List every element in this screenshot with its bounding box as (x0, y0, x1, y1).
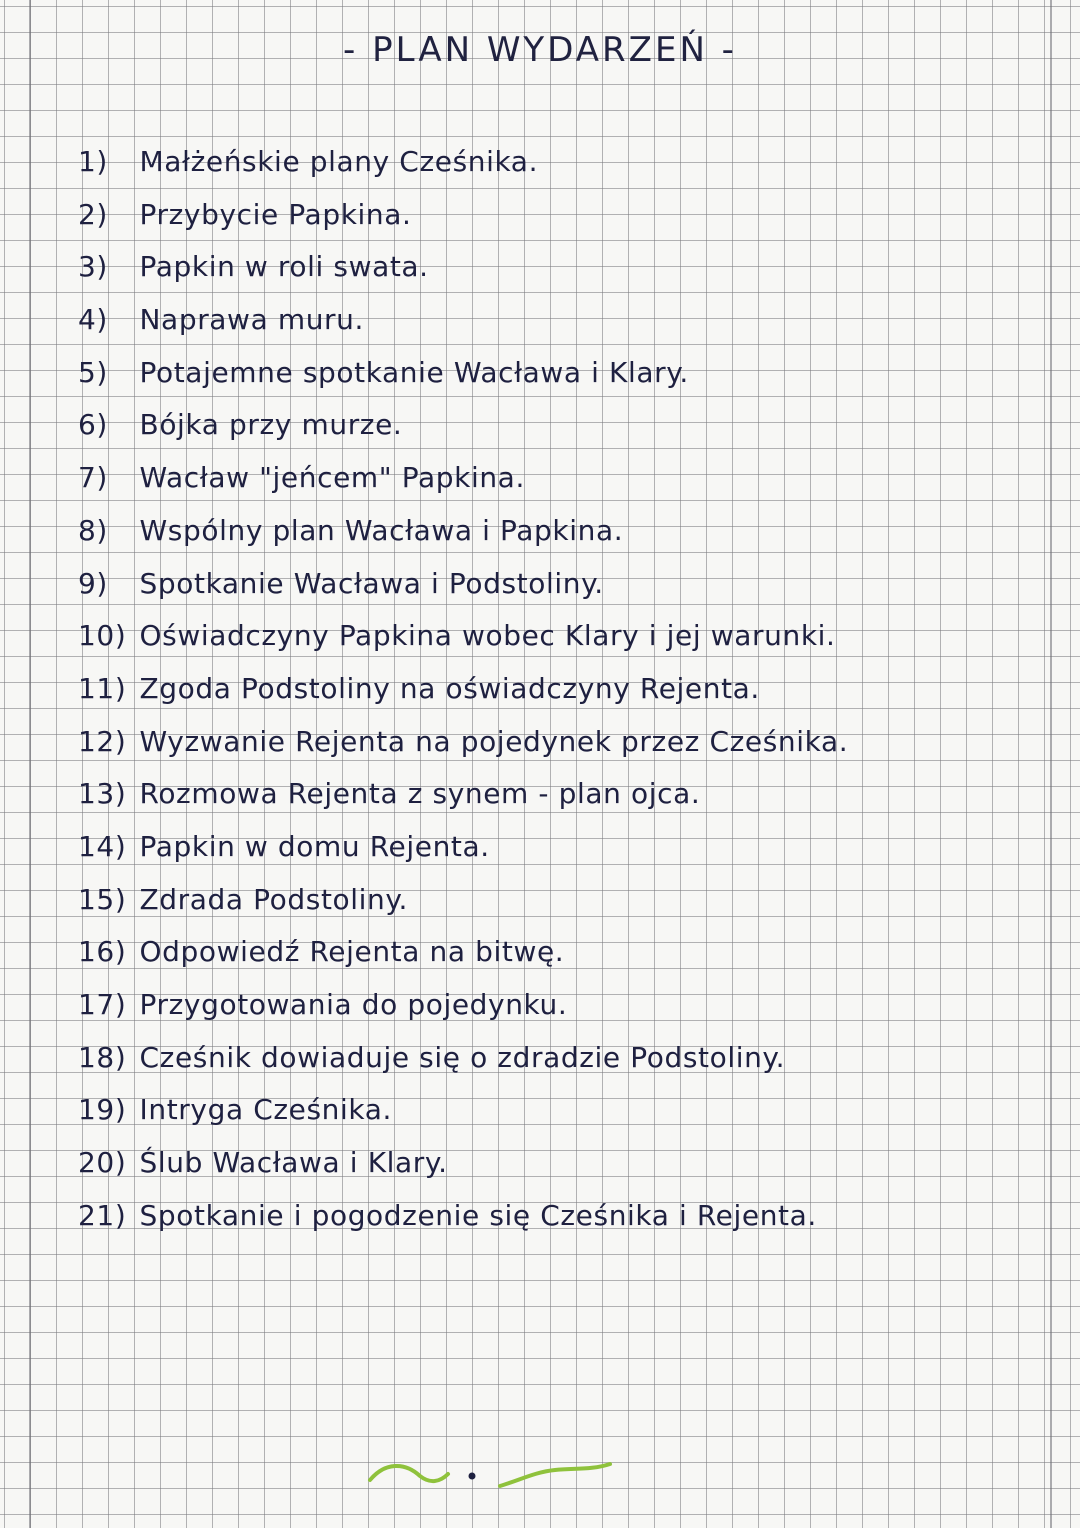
list-item-text: Małżeńskie plany Cześnika. (139, 145, 539, 178)
list-item (78, 558, 848, 611)
list-item (78, 452, 848, 505)
list-item (78, 610, 848, 663)
list-item-text: Odpowiedź Rejenta na bitwę. (139, 935, 565, 969)
decorative-flourish (360, 1450, 620, 1500)
flourish-right-stroke (500, 1464, 610, 1486)
list-item-text: Przybycie Papkina. (139, 197, 412, 231)
list-item-number: 13) (78, 777, 127, 811)
list-item (78, 347, 848, 400)
list-item-text: Bójka przy murze. (139, 408, 403, 442)
list-item-text: Naprawa muru. (139, 303, 365, 337)
list-item-number: 6) (78, 408, 108, 442)
list-item-number: 15) (78, 882, 127, 916)
list-item (78, 926, 848, 979)
list-item-text: Papkin w roli swata. (139, 250, 429, 284)
list-item (78, 663, 848, 716)
list-item-text: Rozmowa Rejenta z synem - plan ojca. (139, 777, 701, 811)
list-item-text: Intryga Cześnika. (139, 1093, 392, 1127)
list-item-text: Wyzwanie Rejenta na pojedynek przez Cześnika. (139, 724, 849, 758)
list-item (78, 1084, 848, 1137)
list-item (78, 821, 848, 874)
list-item-number: 7) (78, 461, 108, 495)
list-item-text: Potajemne spotkanie Wacława i Klary. (139, 355, 689, 389)
flourish-dot (469, 1473, 476, 1480)
list-item (78, 294, 848, 347)
list-item (78, 505, 848, 558)
list-item-number: 10) (78, 619, 127, 653)
list-item-number: 4) (78, 303, 108, 337)
list-item-number: 16) (78, 935, 127, 969)
list-item-text: Wacław "jeńcem" Papkina. (139, 461, 525, 495)
flourish-left-stroke (370, 1466, 448, 1481)
list-item-text: Zgoda Podstoliny na oświadczyny Rejenta. (139, 671, 760, 705)
list-item-text: Spotkanie i pogodzenie się Cześnika i Rejenta. (139, 1198, 817, 1232)
list-item (78, 1032, 848, 1085)
list-item (78, 241, 848, 294)
list-item-number: 5) (78, 355, 108, 389)
list-item-text: Spotkanie Wacława i Podstoliny. (139, 566, 604, 600)
list-item-text: Wspólny plan Wacława i Papkina. (139, 513, 624, 547)
list-item-text: Zdrada Podstoliny. (139, 882, 409, 916)
list-item-number: 19) (78, 1093, 127, 1127)
list-item-number: 17) (78, 988, 127, 1021)
list-item-number: 21) (78, 1198, 127, 1232)
list-item-number: 12) (78, 724, 127, 758)
list-item-number: 2) (78, 197, 108, 231)
list-item (78, 399, 848, 452)
list-item (78, 136, 848, 189)
event-list (78, 136, 848, 1242)
right-margin-line (1050, 0, 1052, 1528)
list-item-number: 1) (78, 145, 108, 178)
list-item-text: Przygotowania do pojedynku. (139, 988, 568, 1021)
list-item-number: 20) (78, 1146, 127, 1180)
list-item-text: Cześnik dowiaduje się o zdradzie Podstoliny. (139, 1040, 786, 1074)
list-item-number: 9) (78, 566, 108, 600)
list-item-text: Oświadczyny Papkina wobec Klary i jej warunki. (139, 619, 836, 653)
list-item (78, 979, 848, 1032)
list-item-text: Papkin w domu Rejenta. (139, 829, 490, 863)
list-item (78, 874, 848, 927)
list-item-number: 11) (78, 671, 127, 705)
list-item (78, 189, 848, 242)
list-item (78, 716, 848, 769)
page-title: - PLAN WYDARZEŃ - (343, 30, 737, 70)
list-item-text: Ślub Wacława i Klary. (139, 1146, 448, 1180)
list-item-number: 8) (78, 513, 108, 547)
list-item (78, 1190, 848, 1243)
list-item-number: 3) (78, 250, 108, 284)
list-item (78, 768, 848, 821)
list-item (78, 1137, 848, 1190)
list-item-number: 14) (78, 829, 127, 863)
left-margin-line (29, 0, 31, 1528)
list-item-number: 18) (78, 1040, 127, 1074)
